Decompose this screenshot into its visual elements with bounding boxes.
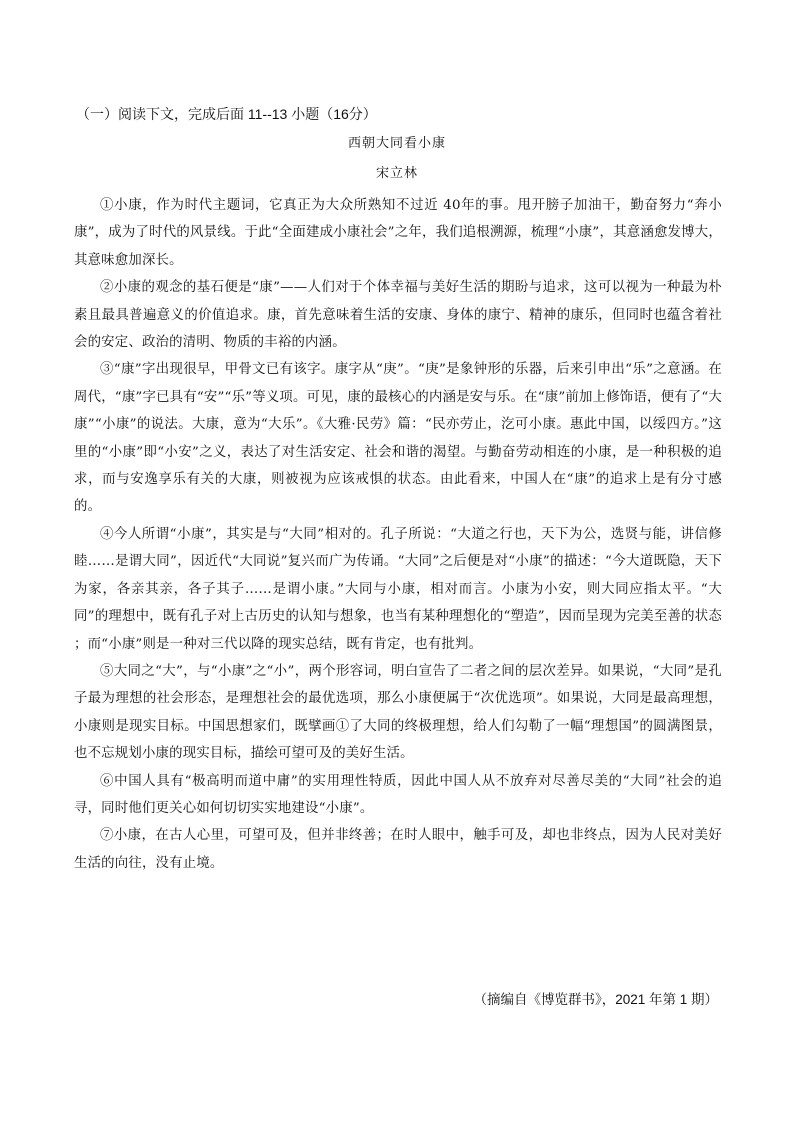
paragraph-4: ④今人所谓“小康”，其实是与“大同”相对的。孔子所说：“大道之行也，天下为公，选贤与能，讲信修睦……是谓大同”，因近代“大同说”复兴而广为传诵。“大同”之后便是对“小康”的描述：“今大道既隐，天下为家，各亲其亲，各子其子……是谓小康。”大同与小康，相对而言。小康为小安，则大同应指太平。“大同”的理想中，既有孔子对上古历史的认知与想象，也当有某种理想化的“塑造”，因而呈现为完美至善的状态 ；而“小康”则是一种对三代以降的现实总结，既有肯定，也有批判。 xyxy=(74,526,722,652)
article-source: （摘编自《博览群书》，2021 年第 1 期） xyxy=(473,992,718,1007)
paragraph-7: ⑦小康，在古人心里，可望可及，但并非终善；在时人眼中，触手可及，却也非终点，因为人民对美好生活的向往，没有止境。 xyxy=(74,828,722,871)
paragraph-6: ⑥中国人具有“极高明而道中庸”的实用理性特质，因此中国人从不放弃对尽善尽美的“大同”社会的追寻，同时他们更关心如何切切实实地建设“小康”。 xyxy=(74,773,722,816)
article-author: 宋立林 xyxy=(375,166,418,181)
question-instruction: （一）阅读下文，完成后面 11--13 小题（16分） xyxy=(76,106,377,122)
paragraph-2: ②小康的观念的基石便是“康”——人们对于个体幸福与美好生活的期盼与追求，这可以视为一种最为朴素且最具普遍意义的价值追求。康，首先意味着生活的安康、身体的康宁、精神的康乐，但同时也蕴含着社会的安定、政治的清明、物质的丰裕的内涵。 xyxy=(74,280,722,351)
article-title: 西朝大同看小康 xyxy=(347,136,446,151)
paragraph-5: ⑤大同之“大”，与“小康”之“小”，两个形容词，明白宣告了二者之间的层次差异。如果说，“大同”是孔子最为理想的社会形态，是理想社会的最优选项，那么小康便属于“次优选项”。如果说，大同是最高理想，小康则是现实目标。中国思想家们，既擘画①了大同的终极理想，给人们勾勒了一幅“理想国”的圆满图景，也不忘规划小康的现实目标，描绘可望可及的美好生活。 xyxy=(74,663,722,762)
article-body xyxy=(74,192,722,877)
paragraph-3: ③“康”字出现很早，甲骨文已有该字。康字从“庚”。“庚”是象钟形的乐器，后来引申出“乐”之意涵。在周代，“康”字已具有“安”“乐”等义项。可见，康的最核心的内涵是安与乐。在“康”前加上修饰语，便有了“大康”“小康”的说法。大康，意为“大乐”。《大雅·民劳》篇：“民亦劳止，汔可小康。惠此中国，以绥四方。”这里的“小康”即“小安”之义，表达了对生活安定、社会和谐的渴望。与勤奋劳动相连的小康，是一种积极的追求，而与安逸享乐有关的大康，则被视为应该戒惧的状态。由此看来，中国人在“康”的追求上是有分寸感的。 xyxy=(74,362,722,515)
paragraph-1: ①小康，作为时代主题词，它真正为大众所熟知不过近 40年的事。甩开膀子加油干，勤奋努力“奔小康”，成为了时代的风景线。于此“全面建成小康社会”之年，我们追根溯源，梳理“小康”，其意涵愈发博大，其意味愈加深长。 xyxy=(74,198,722,268)
